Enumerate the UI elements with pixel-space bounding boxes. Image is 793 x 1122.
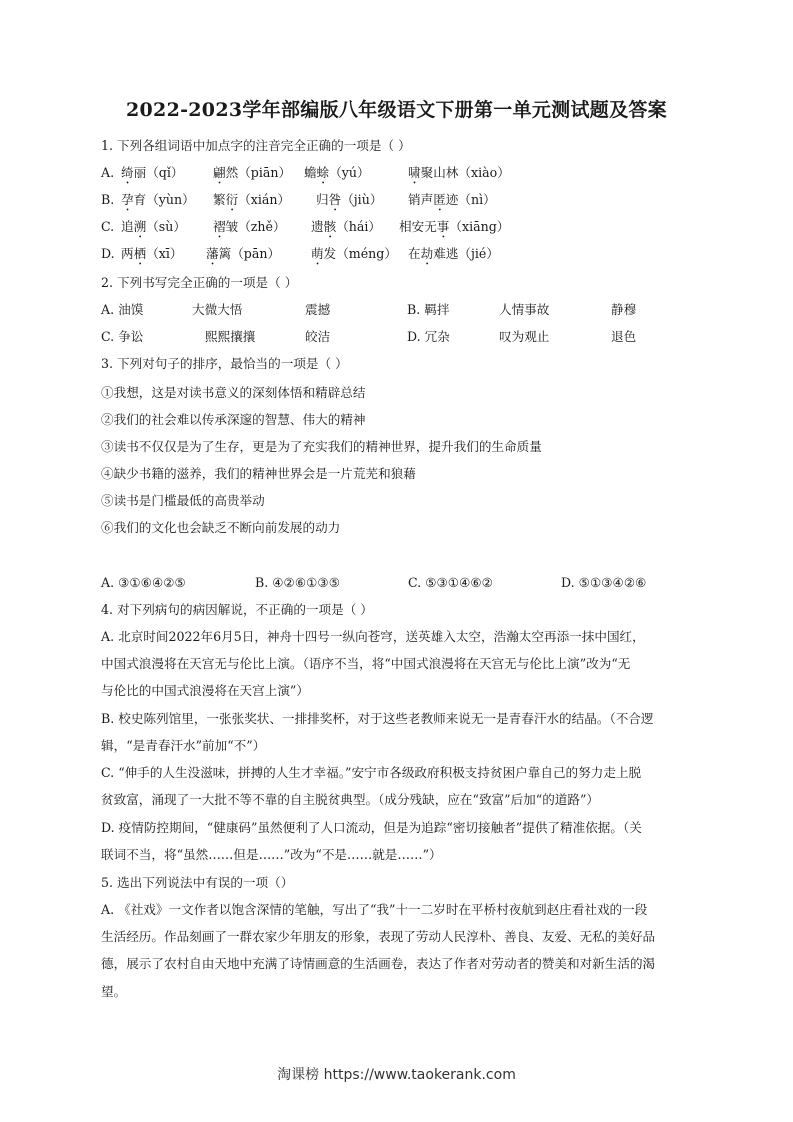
page-footer-watermark: 淘课榜 https://www.taokerank.com [277,1067,516,1083]
q1-b-label: B. [101,192,115,207]
q1-a-item-2: 翩然（piān） [213,165,292,180]
q1-c-item-3: 遗骸（hái） [311,219,382,234]
q4-line: 联词不当，将“虽然……但是……”改为“不是……就是……”） [101,847,442,862]
q4-line: B. 校史陈列馆里，一张张奖状、一排排奖杯，对于这些老教师来说无一是青春汗水的结晶。（不合逻 [101,711,654,726]
q2-d-word-2: 叹为观止 [499,329,550,344]
q1-b-item-2: 繁衍（xián） [213,192,291,207]
q1-a-item-3: 蟾蜍（yú） [304,165,370,180]
q1-option-b [101,187,496,213]
q1-d-item-4: 在劫难逃（jié） [408,246,499,261]
q1-c-label: C. [101,219,115,234]
q4-stem: 4. 对下列病句的病因解说，不正确的一项是（ ） [101,602,373,617]
q2-option-d: D. 冗杂 [407,329,450,344]
q1-option-d [101,241,499,267]
q1-b-item-1: 孕育（yùn） [121,192,195,207]
q5-stem: 5. 选出下列说法中有误的一项（） [101,875,294,890]
q2-d-word-3: 退色 [611,329,637,344]
q3-option-d: D. ⑤①③④②⑥ [561,575,647,590]
q5-line: 德，展示了农村自由天地中充满了诗情画意的生活画卷，表达了作者对劳动者的赞美和对新生活的渴 [101,956,656,971]
q1-b-item-3: 归咎（jiù） [316,192,383,207]
q1-b-item-4: 销声匿迹（nì） [408,192,496,207]
q1-d-item-2: 藩篱（pān） [206,246,281,261]
q3-stem: 3. 下列对句子的排序，最恰当的一项是（ ） [101,356,348,371]
q1-c-item-2: 褶皱（zhě） [213,219,286,234]
q3-option-a: A. ③①⑥④②⑤ [101,575,186,590]
q4-line: 贫致富，涌现了一大批不等不靠的自主脱贫典型。（成分残缺，应在“致富”后加“的道路”） [101,792,600,807]
q3-sentence-5: ⑤读书是门槛最低的高贵举动 [101,493,265,508]
q1-option-a [101,160,510,186]
q2-a-word-3: 震撼 [305,302,331,317]
q1-option-c [101,214,510,240]
q2-option-a: A. 油馍 [101,302,144,317]
q2-b-word-3: 静穆 [611,302,637,317]
q2-c-word-3: 皎洁 [305,329,331,344]
q1-c-item-4: 相安无事（xiāng） [399,219,510,234]
q3-sentence-6: ⑥我们的文化也会缺乏不断向前发展的动力 [101,520,341,535]
q2-c-word-2: 熙熙攘攘 [205,329,256,344]
q3-sentence-3: ③读书不仅仅是为了生存，更是为了充实我们的精神世界，提升我们的生命质量 [101,439,542,454]
q4-line: 中国式浪漫将在天宫无与伦比上演。（语序不当，将“中国式浪漫将在天宫无与伦比上演”改为“无 [101,656,631,671]
q3-option-b: B. ④②⑥①③⑤ [255,575,341,590]
q1-d-item-3: 萌发（méng） [311,246,397,261]
q1-stem: 1. 下列各组词语中加点字的注音完全正确的一项是（ ） [101,138,411,153]
q2-stem: 2. 下列书写完全正确的一项是（ ） [101,275,298,290]
q3-sentence-4: ④缺少书籍的滋养，我们的精神世界会是一片荒芜和狼藉 [101,466,416,481]
q1-c-item-1: 追溯（sù） [121,219,186,234]
q3-sentence-2: ②我们的社会难以传承深邃的智慧、伟大的精神 [101,412,366,427]
q5-line: 望。 [101,984,127,999]
q4-line: A. 北京时间2022年6月5日，神舟十四号一纵向苍穹，送英雄入太空，浩瀚太空再添一抹中国红， [101,629,645,644]
q5-line: A. 《社戏》一文作者以饱含深情的笔触，写出了“我”十一二岁时在平桥村夜航到赵庄看社戏的一段 [101,902,648,917]
q1-d-item-1: 两栖（xī） [121,246,183,261]
page-title: 2022-2023学年部编版八年级语文下册第一单元测试题及答案 [126,99,667,121]
q4-line: 与伦比的中国式浪漫将在天宫上演”） [101,683,309,698]
q3-sentence-1: ①我想，这是对读书意义的深刻体悟和精辟总结 [101,385,366,400]
q2-option-c: C. 争讼 [101,329,144,344]
q4-line: 辑，“是青春汗水”前加“不”） [101,738,266,753]
q2-b-word-2: 人情事故 [499,302,550,317]
q2-option-b: B. 羁拌 [407,302,450,317]
q1-a-item-4: 啸聚山林（xiào） [408,165,510,180]
q4-line: C. “伸手的人生没滋味，拼搏的人生才幸福。”安宁市各级政府积极支持贫困户靠自己的努力走上脱 [101,765,642,780]
q2-a-word-2: 大微大悟 [192,302,243,317]
q1-a-item-1: 绮丽（qǐ） [121,165,184,180]
q1-a-label: A. [101,165,115,180]
q3-option-c: C. ⑤③①④⑥② [408,575,493,590]
q4-line: D. 疫情防控期间，“健康码”虽然便利了人口流动，但是为追踪“密切接触者”提供了精准依据。（关 [101,820,642,835]
q5-line: 生活经历。作品刻画了一群农家少年朋友的形象，表现了劳动人民淳朴、善良、友爱、无私的美好品 [101,929,656,944]
q1-d-label: D. [101,246,115,261]
